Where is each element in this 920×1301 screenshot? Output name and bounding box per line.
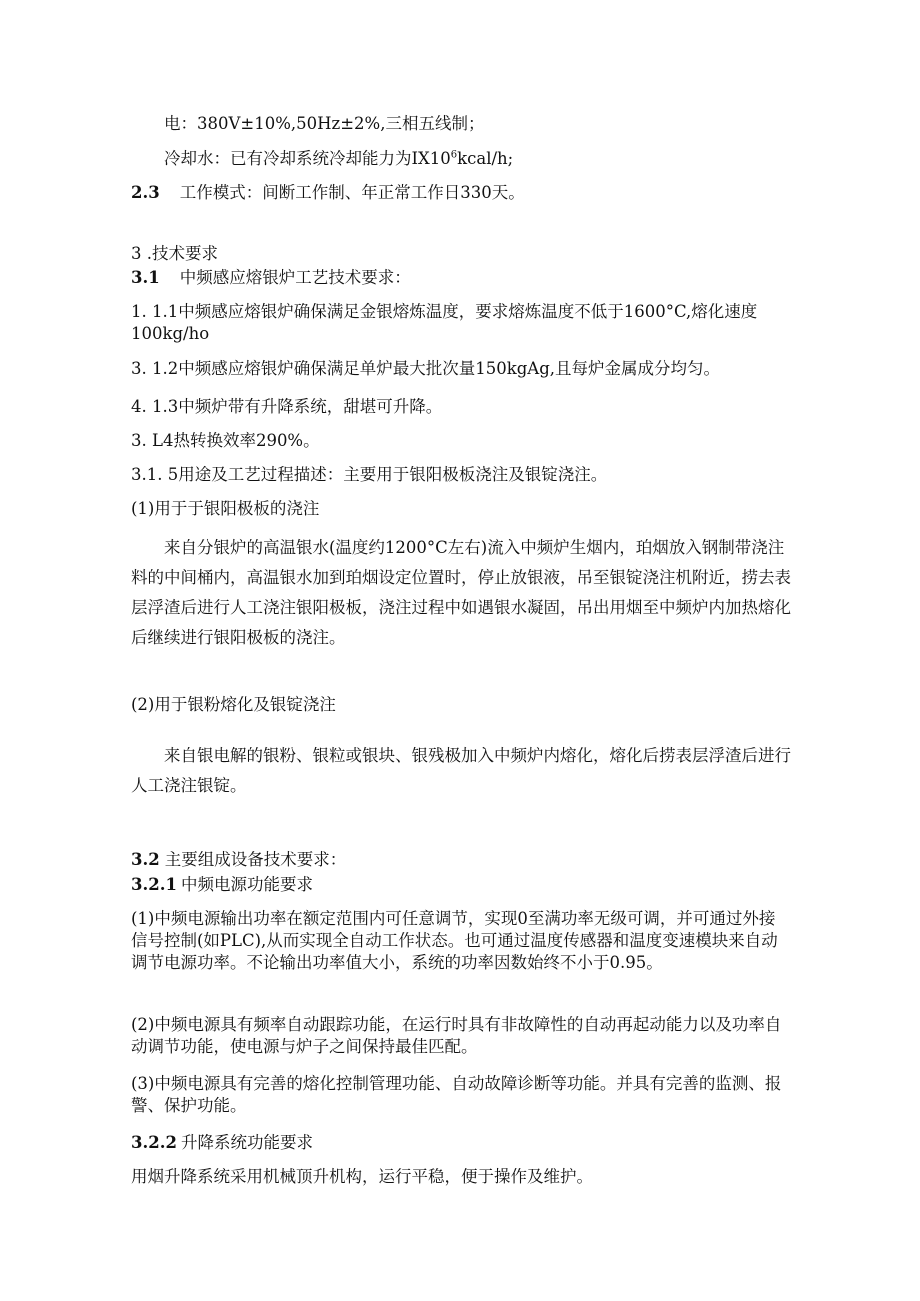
- use-2-body: 来自银电解的银粉、银粒或银块、银残极加入中频炉内熔化，熔化后捞表层浮渣后进行人工浇注银锭。: [131, 746, 791, 795]
- electricity-spec: 电：380V±10%,50Hz±2%,三相五线制；: [164, 114, 485, 133]
- section-number: 3.2.1: [131, 875, 177, 894]
- use-1-body: 来自分银炉的高温银水(温度约1200°C左右)流入中频炉生烟内，珀烟放入钢制带浇注料的中间桶内，高温银水加到珀烟设定位置时，停止放银液，吊至银锭浇注机附近，捞去表层浮渣后进行人工浇注银阳极板，浇注过程中如遇银水凝固，吊出用烟至中频炉内加热熔化后继续进行银阳极板的浇注。: [131, 538, 791, 647]
- section-text: 中频电源功能要求: [180, 875, 313, 894]
- use-2-heading: (2)用于银粉熔化及银锭浇注: [131, 695, 336, 714]
- section-text: 中频感应熔银炉工艺技术要求：: [179, 268, 411, 287]
- cooling-water-text: 冷却水：已有冷却系统冷却能力为IX10: [164, 149, 451, 168]
- item-1-4: 3. L4热转换效率290%。: [131, 431, 320, 450]
- section-3-2-2: [131, 1132, 313, 1154]
- section-3-2-1: [131, 874, 313, 896]
- section-3-2-2-body: 用烟升降系统采用机械顶升机构，运行平稳，便于操作及维护。: [131, 1167, 593, 1186]
- section-number: 3.2: [131, 850, 160, 869]
- power-requirement-3: (3)中频电源具有完善的熔化控制管理功能、自动故障诊断等功能。并具有完善的监测、报警、保护功能。: [131, 1074, 782, 1115]
- section-2-3: [131, 182, 525, 204]
- section-text: 主要组成设备技术要求：: [164, 850, 347, 869]
- item-1-1: 1. 1.1中频感应熔银炉确保满足金银熔炼温度，要求熔炼温度不低于1600°C,熔化速度100kg/ho: [131, 302, 758, 343]
- power-requirement-1: (1)中频电源输出功率在额定范围内可任意调节，实现0至满功率无级可调，并可通过外接信号控制(如PLC),从而实现全自动工作状态。也可通过温度传感器和温度变速模块来自动调节电源功率。不论输出功率值大小，系统的功率因数始终不小于0.95。: [131, 909, 778, 972]
- section-3-heading: 3 .技术要求: [131, 244, 218, 263]
- cooling-water-unit: kcal/h;: [457, 149, 514, 168]
- section-text: 升降系统功能要求: [180, 1133, 313, 1152]
- cooling-water-spec: [164, 148, 513, 170]
- section-3-2: [131, 849, 346, 871]
- section-number: 3.2.2: [131, 1133, 177, 1152]
- item-1-3: 4. 1.3中频炉带有升降系统，甜堪可升降。: [131, 397, 443, 416]
- item-1-2: 3. 1.2中频感应熔银炉确保满足单炉最大批次量150kgAg,且每炉金属成分均匀。: [131, 359, 721, 378]
- section-text: 工作模式：间断工作制、年正常工作日330天。: [179, 183, 525, 202]
- cooling-water-exponent: 6: [450, 149, 458, 161]
- power-requirement-2: (2)中频电源具有频率自动跟踪功能，在运行时具有非故障性的自动再起动能力以及功率自动调节功能，使电源与炉子之间保持最佳匹配。: [131, 1015, 782, 1056]
- item-1-5: 3.1. 5用途及工艺过程描述：主要用于银阳极板浇注及银锭浇注。: [131, 465, 608, 484]
- use-1-heading: (1)用于于银阳极板的浇注: [131, 499, 320, 518]
- section-number: 2.3: [131, 183, 160, 202]
- section-number: 3.1: [131, 268, 160, 287]
- section-3-1: [131, 267, 411, 289]
